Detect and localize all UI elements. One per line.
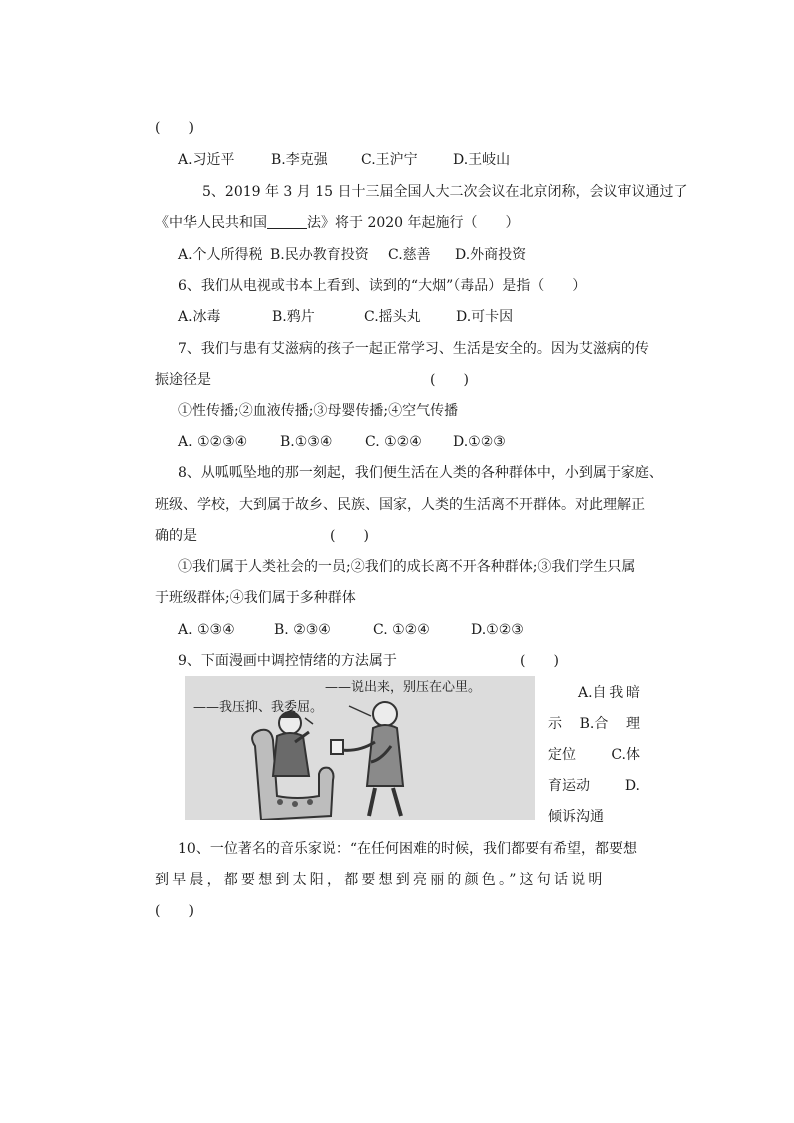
q9-side-line3: 定位 C.体 xyxy=(548,747,640,763)
q5-stem-line1: 5、2019 年 3 月 15 日十三届全国人大二次会议在北京闭称，会议审议通过了 xyxy=(202,184,688,200)
q9-side-line1: A.自 我 暗 xyxy=(578,685,640,701)
q5-option-d: D.外商投资 xyxy=(455,247,527,263)
q6-stem: 6、我们从电视或书本上看到、读到的“大烟”（毒品）是指（ ） xyxy=(178,278,587,294)
q5-blank xyxy=(267,214,307,229)
cartoon-speech-left: ——我压抑、我委屈。 xyxy=(193,700,324,715)
cartoon-speech-right: ——说出来，别压在心里。 xyxy=(325,680,482,695)
q5-options xyxy=(178,245,526,265)
q10-stem-line2: 到早晨，都要想到太阳，都要想到亮丽的颜色。”这句话说明 xyxy=(155,872,606,888)
q4-option-b: B.李克强 xyxy=(271,152,328,168)
q8-options xyxy=(178,620,524,640)
q7-option-d: D.①②③ xyxy=(453,434,506,450)
q7-option-a: A. ①②③④ xyxy=(178,434,248,450)
q6-option-c: C.摇头丸 xyxy=(364,309,421,325)
q4-options xyxy=(178,150,510,170)
q7-answer-paren: ( ) xyxy=(430,372,469,388)
cartoon-illustration xyxy=(185,676,535,820)
q5-stem-post: 法》将于 2020 年起施行（ ） xyxy=(307,215,520,231)
q10-stem-line1: 10、一位著名的音乐家说：“在任何困难的时候，我们都要有希望，都要想 xyxy=(178,841,637,857)
q4-option-d: D.王岐山 xyxy=(453,152,511,168)
q5-option-c: C.慈善 xyxy=(388,247,431,263)
q9-side-line4: 育运动 D. xyxy=(548,778,640,794)
q8-option-b: B. ②③④ xyxy=(274,622,331,638)
q7-option-c: C. ①②④ xyxy=(365,434,422,450)
q8-option-a: A. ①③④ xyxy=(178,622,235,638)
q5-stem-line2 xyxy=(155,213,520,233)
question-answer-paren: ( ) xyxy=(155,120,194,136)
q10-answer-paren: ( ) xyxy=(155,903,194,919)
q5-option-a: A.个人所得税 xyxy=(178,247,263,263)
q7-options xyxy=(178,432,506,452)
q8-choices-line1: ①我们属于人类社会的一员;②我们的成长离不开各种群体;③我们学生只属 xyxy=(178,559,636,575)
q9-stem: 9、下面漫画中调控情绪的方法属于 xyxy=(178,653,397,669)
q8-option-d: D.①②③ xyxy=(471,622,524,638)
q7-choices: ①性传播;②血液传播;③母婴传播;④空气传播 xyxy=(178,403,459,419)
q8-answer-paren: ( ) xyxy=(330,528,369,544)
q5-stem-pre: 《中华人民共和国 xyxy=(155,215,267,231)
q8-stem-line1: 8、从呱呱坠地的那一刻起，我们便生活在人类的各种群体中，小到属于家庭、 xyxy=(178,465,663,481)
q9-side-line5: 倾诉沟通 xyxy=(548,809,604,825)
q4-option-c: C.王沪宁 xyxy=(361,152,418,168)
q8-option-c: C. ①②④ xyxy=(373,622,430,638)
q6-option-a: A.冰毒 xyxy=(178,309,221,325)
q8-stem-line2: 班级、学校，大到属于故乡、民族、国家，人类的生活离不开群体。对此理解正 xyxy=(155,497,645,513)
q7-stem-line1: 7、我们与患有艾滋病的孩子一起正常学习、生活是安全的。因为艾滋病的传 xyxy=(178,341,649,357)
q5-option-b: B.民办教育投资 xyxy=(270,247,369,263)
q8-stem-line3: 确的是 xyxy=(155,528,197,544)
q8-choices-line2: 于班级群体;④我们属于多种群体 xyxy=(155,590,356,606)
q9-answer-paren: ( ) xyxy=(520,653,559,669)
q6-options xyxy=(178,307,513,327)
q7-option-b: B.①③④ xyxy=(280,434,333,450)
q7-stem-line2: 振途径是 xyxy=(155,372,211,388)
q6-option-b: B.鸦片 xyxy=(272,309,315,325)
q6-option-d: D.可卡因 xyxy=(456,309,514,325)
q9-side-line2: 示 B.合 理 xyxy=(548,716,640,732)
q4-option-a: A.习近平 xyxy=(178,152,235,168)
